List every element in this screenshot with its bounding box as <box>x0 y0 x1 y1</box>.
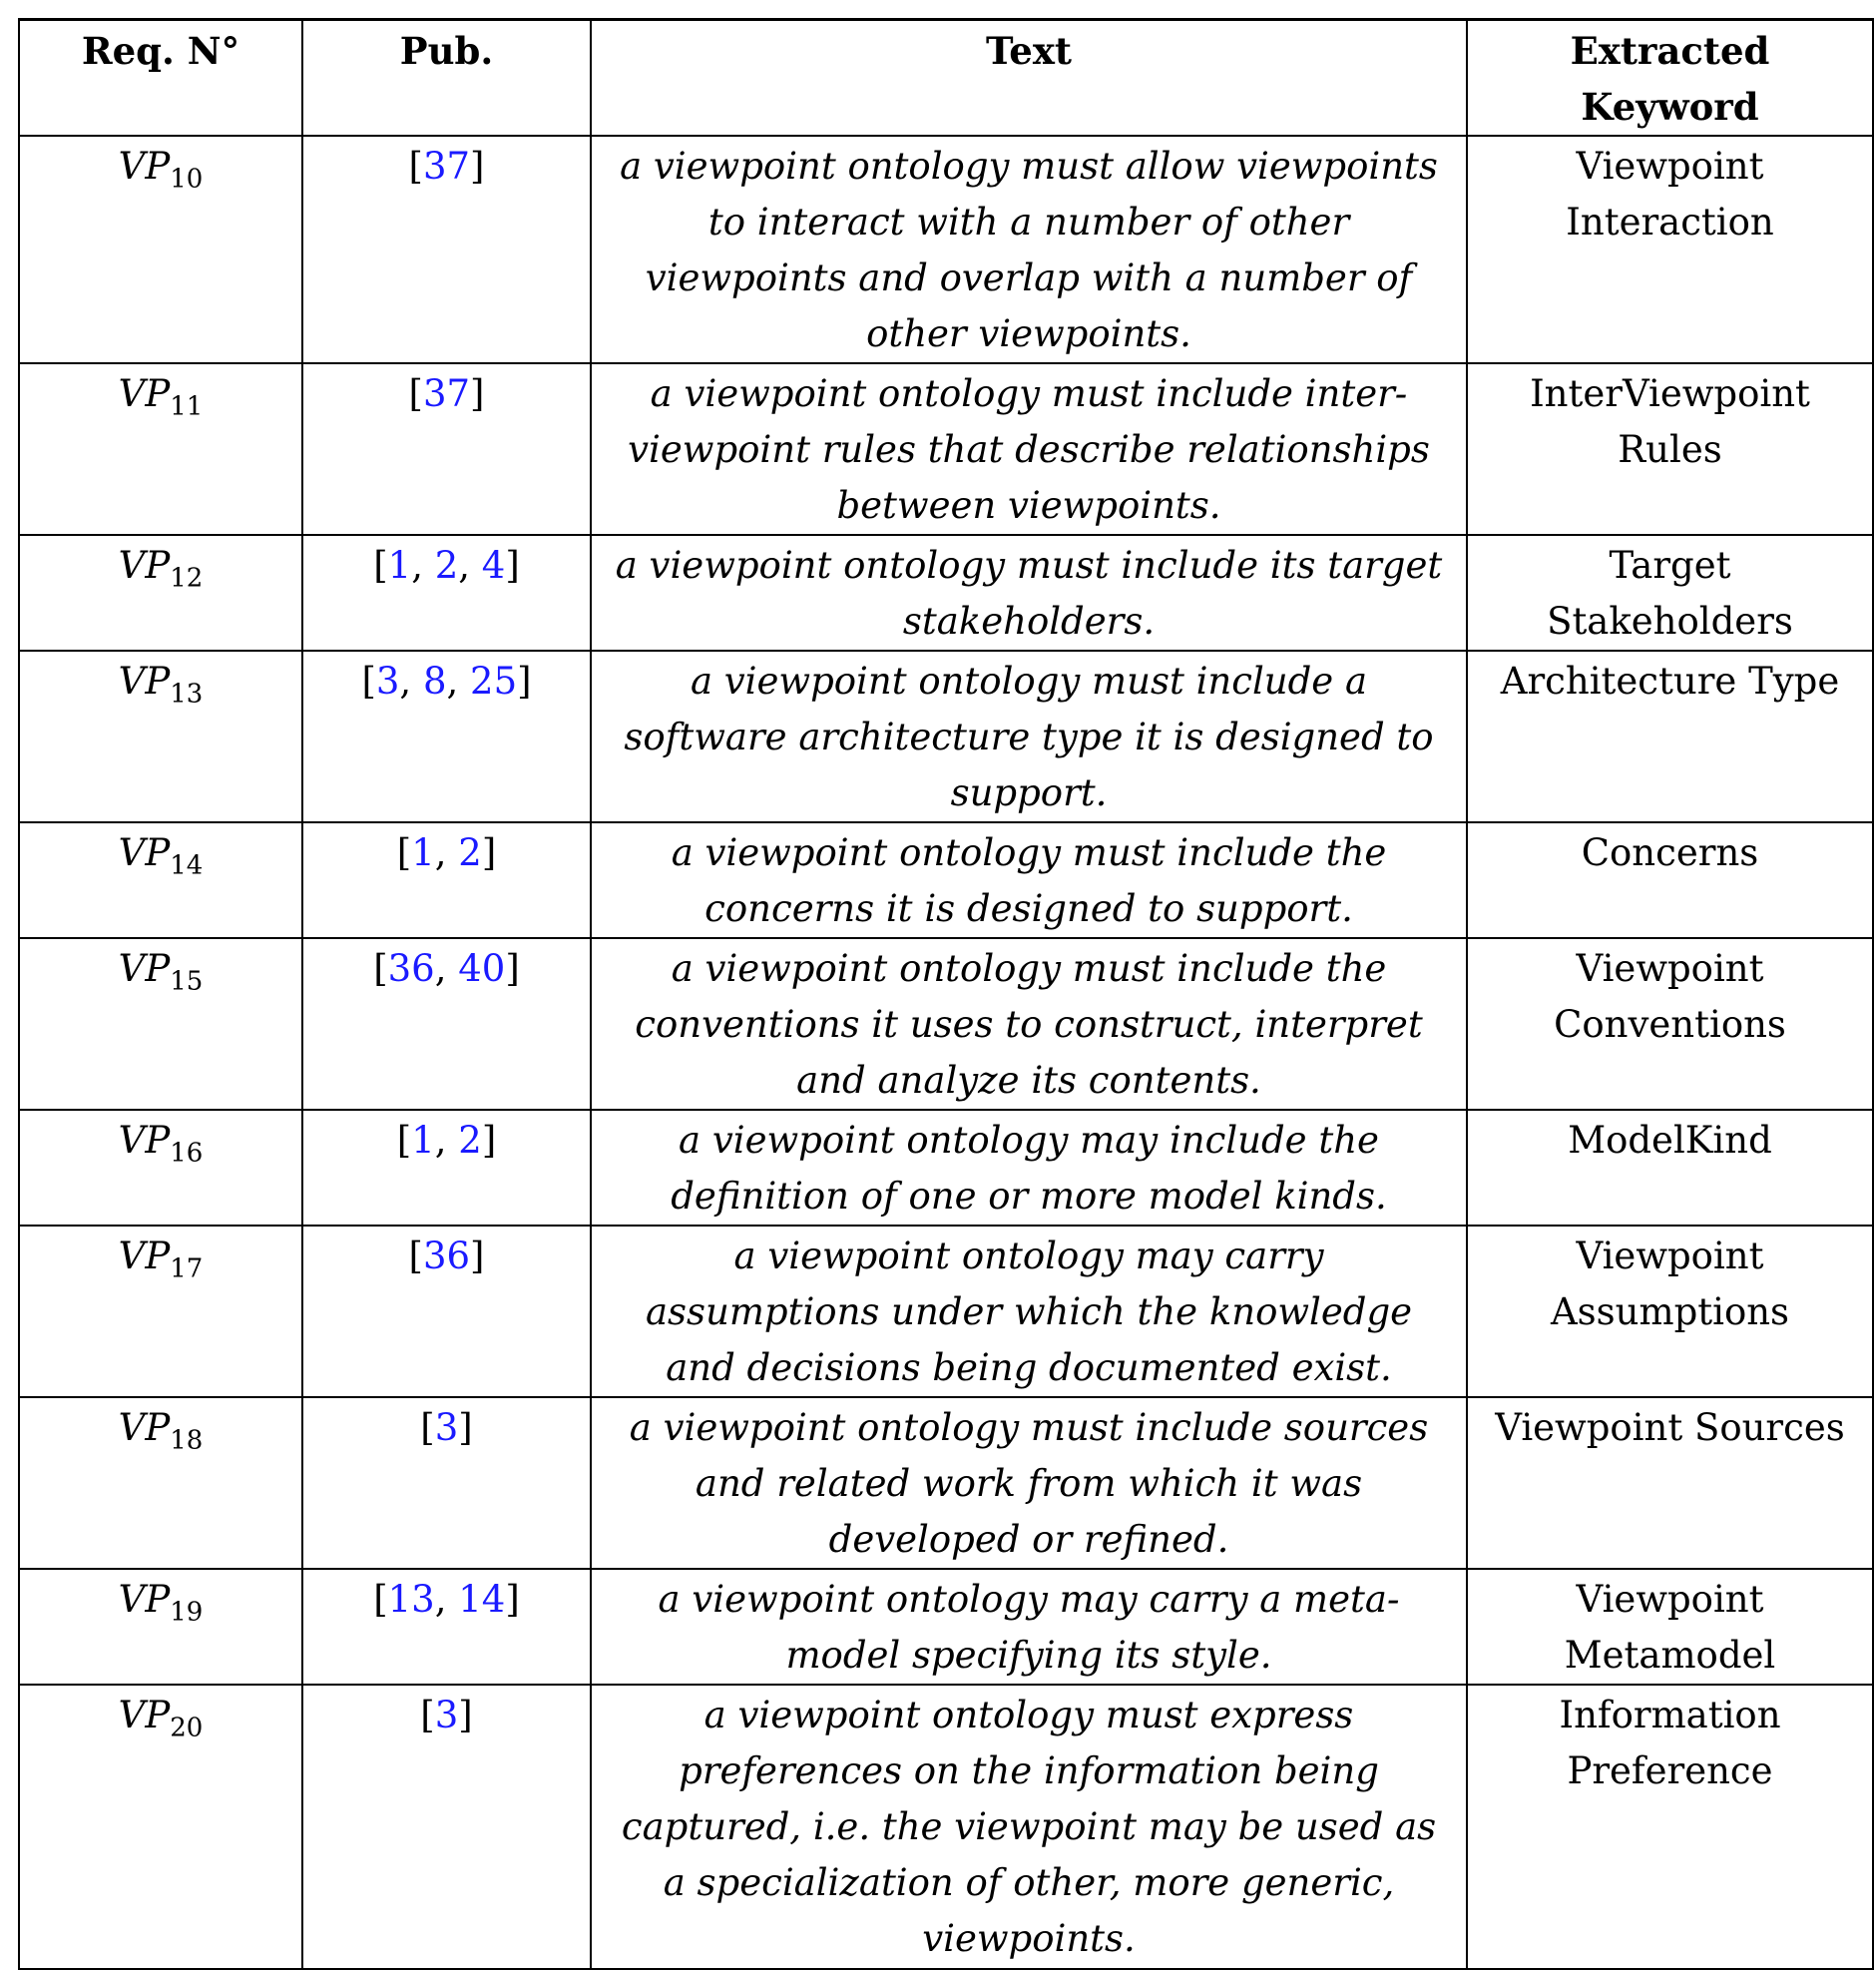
header-pub: Pub. <box>302 20 591 137</box>
requirement-text: a viewpoint ontology must include the conventions it uses to construct, interpret and analyze its contents. <box>591 938 1467 1110</box>
extracted-keyword: Architecture Type <box>1467 651 1873 822</box>
citation-link[interactable]: 3 <box>434 1694 459 1736</box>
requirement-text: a viewpoint ontology must express preferences on the information being captured, i.e. the viewpoint may be used as a specialization of other, more generic, viewpoints. <box>591 1685 1467 1969</box>
extracted-keyword: Concerns <box>1467 822 1873 938</box>
req-label: VP <box>118 372 171 415</box>
req-label: VP <box>118 1119 171 1162</box>
requirement-text: a viewpoint ontology must include a software architecture type it is designed to support. <box>591 651 1467 822</box>
pub-cell: [37] <box>302 363 591 535</box>
header-keyword: Extracted Keyword <box>1467 20 1873 137</box>
req-subscript: 15 <box>170 966 204 997</box>
table-row <box>19 1685 1873 1969</box>
req-subscript: 17 <box>170 1253 204 1284</box>
req-id <box>19 1569 302 1685</box>
req-label: VP <box>118 1578 171 1621</box>
requirement-text: a viewpoint ontology must include inter-viewpoint rules that describe relationships between viewpoints. <box>591 363 1467 535</box>
req-subscript: 13 <box>170 679 204 710</box>
table-row <box>19 136 1873 363</box>
citation-link[interactable]: 4 <box>481 544 506 587</box>
req-id <box>19 1110 302 1226</box>
pub-cell: [3, 8, 25] <box>302 651 591 822</box>
citation-link[interactable]: 36 <box>422 1234 471 1277</box>
citation-link[interactable]: 2 <box>458 831 482 874</box>
citation-link[interactable]: 2 <box>458 1119 482 1162</box>
req-subscript: 16 <box>170 1138 204 1169</box>
req-subscript: 11 <box>170 391 204 422</box>
extracted-keyword: Viewpoint Interaction <box>1467 136 1873 363</box>
pub-cell: [3] <box>302 1685 591 1969</box>
req-label: VP <box>118 145 171 188</box>
req-subscript: 18 <box>170 1425 204 1456</box>
req-subscript: 14 <box>170 850 204 881</box>
req-id <box>19 1685 302 1969</box>
citation-link[interactable]: 25 <box>470 660 518 703</box>
citation-link[interactable]: 37 <box>422 372 471 415</box>
req-label: VP <box>118 544 171 587</box>
req-id <box>19 938 302 1110</box>
citation-link[interactable]: 2 <box>434 544 459 587</box>
req-label: VP <box>118 831 171 874</box>
table-row <box>19 1569 1873 1685</box>
citation-link[interactable]: 1 <box>411 1119 435 1162</box>
req-subscript: 19 <box>170 1597 204 1628</box>
table-row <box>19 1226 1873 1397</box>
header-text: Text <box>591 20 1467 137</box>
extracted-keyword: Information Preference <box>1467 1685 1873 1969</box>
requirement-text: a viewpoint ontology may carry assumptions under which the knowledge and decisions being documented exist. <box>591 1226 1467 1397</box>
pub-cell: [36, 40] <box>302 938 591 1110</box>
table-row <box>19 938 1873 1110</box>
table-row <box>19 651 1873 822</box>
table-row <box>19 1397 1873 1569</box>
pub-cell: [37] <box>302 136 591 363</box>
pub-cell: [13, 14] <box>302 1569 591 1685</box>
extracted-keyword: Viewpoint Metamodel <box>1467 1569 1873 1685</box>
req-subscript: 20 <box>170 1713 204 1743</box>
requirement-text: a viewpoint ontology must include its target stakeholders. <box>591 535 1467 651</box>
req-id <box>19 1226 302 1397</box>
requirement-text: a viewpoint ontology may carry a meta-model specifying its style. <box>591 1569 1467 1685</box>
extracted-keyword: Viewpoint Conventions <box>1467 938 1873 1110</box>
table-row <box>19 1110 1873 1226</box>
requirements-table <box>18 18 1874 1970</box>
req-id <box>19 1397 302 1569</box>
table-row <box>19 363 1873 535</box>
citation-link[interactable]: 3 <box>434 1406 459 1449</box>
citation-link[interactable]: 1 <box>411 831 435 874</box>
header-req: Req. N° <box>19 20 302 137</box>
citation-link[interactable]: 13 <box>387 1578 435 1621</box>
pub-cell: [1, 2] <box>302 822 591 938</box>
citation-link[interactable]: 36 <box>387 947 435 990</box>
citation-link[interactable]: 8 <box>422 660 447 703</box>
req-label: VP <box>118 660 171 703</box>
req-label: VP <box>118 947 171 990</box>
requirement-text: a viewpoint ontology must include the concerns it is designed to support. <box>591 822 1467 938</box>
requirement-text: a viewpoint ontology may include the definition of one or more model kinds. <box>591 1110 1467 1226</box>
req-id <box>19 136 302 363</box>
citation-link[interactable]: 40 <box>458 947 506 990</box>
citation-link[interactable]: 37 <box>422 145 471 188</box>
table-row <box>19 535 1873 651</box>
extracted-keyword: ModelKind <box>1467 1110 1873 1226</box>
req-label: VP <box>118 1406 171 1449</box>
req-subscript: 10 <box>170 164 204 195</box>
table-row <box>19 822 1873 938</box>
req-label: VP <box>118 1234 171 1277</box>
extracted-keyword: InterViewpoint Rules <box>1467 363 1873 535</box>
citation-link[interactable]: 3 <box>375 660 400 703</box>
req-id <box>19 535 302 651</box>
req-subscript: 12 <box>170 563 204 594</box>
pub-cell: [1, 2] <box>302 1110 591 1226</box>
requirement-text: a viewpoint ontology must include sources and related work from which it was developed or refined. <box>591 1397 1467 1569</box>
requirement-text: a viewpoint ontology must allow viewpoints to interact with a number of other viewpoints and overlap with a number of other viewpoints. <box>591 136 1467 363</box>
req-label: VP <box>118 1694 171 1736</box>
pub-cell: [1, 2, 4] <box>302 535 591 651</box>
citation-link[interactable]: 14 <box>458 1578 506 1621</box>
req-id <box>19 822 302 938</box>
extracted-keyword: Viewpoint Sources <box>1467 1397 1873 1569</box>
req-id <box>19 363 302 535</box>
pub-cell: [36] <box>302 1226 591 1397</box>
header-row <box>19 20 1873 137</box>
extracted-keyword: Viewpoint Assumptions <box>1467 1226 1873 1397</box>
citation-link[interactable]: 1 <box>387 544 412 587</box>
extracted-keyword: Target Stakeholders <box>1467 535 1873 651</box>
req-id <box>19 651 302 822</box>
pub-cell: [3] <box>302 1397 591 1569</box>
